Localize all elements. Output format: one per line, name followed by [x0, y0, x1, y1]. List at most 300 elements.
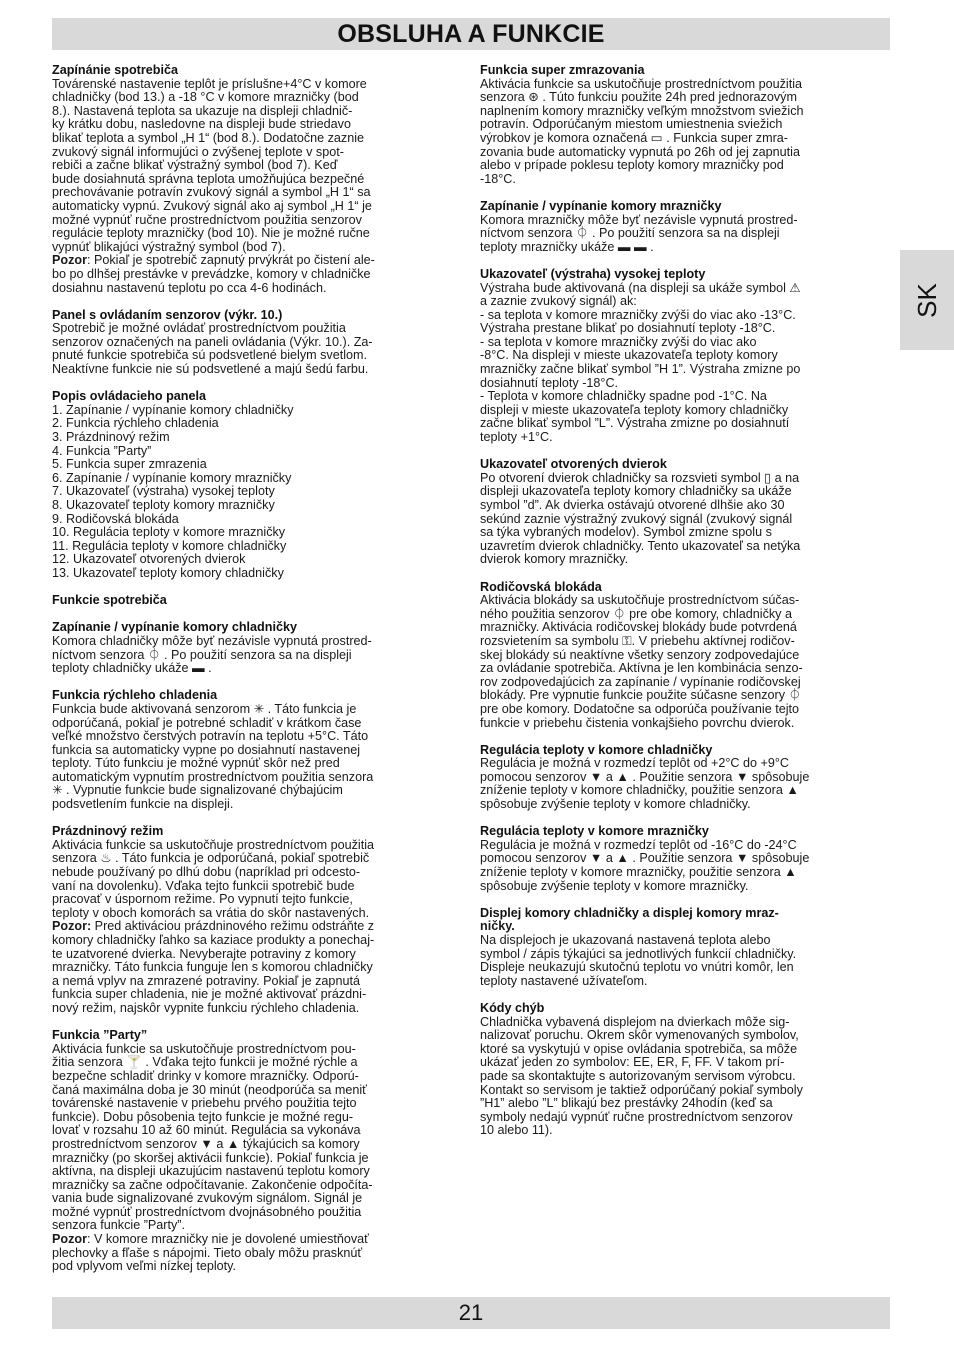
- paragraph-line: [480, 513, 890, 527]
- line-text: vaní na dovolenku). Vďaka tejto funkcii spotrebič bude: [52, 878, 355, 893]
- line-text: pnuté funkcie spotrebiča sú podsvetlené bielym svetlom.: [52, 348, 368, 363]
- line-text: -18°C.: [480, 171, 516, 186]
- paragraph-line: [480, 78, 890, 92]
- paragraph-line: [52, 1152, 462, 1166]
- line-text: teploty nastavené užívateľom.: [480, 973, 648, 988]
- line-text: 10. Regulácia teploty v komore mrazničky: [52, 525, 286, 540]
- line-text: ✳ . Vypnutie funkcie bude signalizované chýbajúcim: [52, 783, 343, 798]
- paragraph-line: [52, 1084, 462, 1098]
- line-text: Aktivácia blokády sa uskutočňuje prostredníctvom súčas-: [480, 593, 800, 608]
- paragraph-line: [480, 771, 890, 785]
- text-section: [480, 744, 890, 812]
- paragraph-line: [480, 431, 890, 445]
- page-title: OBSLUHA A FUNKCIE: [337, 20, 605, 48]
- paragraph-line: [480, 1070, 890, 1084]
- line-text: 8.). Nastavená teplota sa ukazuje na displeji chladnič-: [52, 103, 353, 118]
- paragraph-line: [480, 485, 890, 499]
- line-text: 3. Prázdninový režim: [52, 430, 170, 445]
- line-text: spôsobuje zvýšenie teploty v komore chladničky.: [480, 797, 751, 812]
- line-text: 11. Regulácia teploty v komore chladničky: [52, 538, 287, 553]
- paragraph-line: [480, 880, 890, 894]
- paragraph-line: [52, 1206, 462, 1220]
- paragraph-line: [52, 241, 462, 255]
- paragraph-line: [52, 186, 462, 200]
- paragraph-line: [480, 159, 890, 173]
- paragraph-line: [52, 730, 462, 744]
- section-heading: Funkcie spotrebiča: [52, 593, 167, 608]
- text-section: [52, 621, 462, 675]
- line-text: Aktivácia funkcie sa uskutočňuje prostredníctvom pou-: [52, 1041, 356, 1056]
- text-section: [52, 1029, 462, 1274]
- paragraph-line: [480, 1084, 890, 1098]
- paragraph-line: [52, 268, 462, 282]
- line-text: senzora funkcie ”Party”.: [52, 1218, 185, 1233]
- line-text: senzora ♨ . Táto funkcia je odporúčaná, pokiaľ spotrebič: [52, 851, 370, 866]
- line-text: pomocou senzorov ▼ a ▲ . Použitie senzora ▼ spôsobuje: [480, 769, 810, 784]
- line-text: naplnením komory mrazničky veľkým množstvom sviežich: [480, 103, 804, 118]
- paragraph-line: [52, 1247, 462, 1261]
- line-text: : Pokiaľ je spotrebič zapnutý prvýkrát po čistení ale-: [86, 253, 375, 268]
- line-text: Aktivácia funkcie sa uskutočňuje prostredníctvom použitia: [480, 76, 803, 91]
- paragraph-line: [52, 431, 462, 445]
- line-text: regulácie teploty mrazničky (bod 10). Nie je možné ručne: [52, 226, 370, 241]
- paragraph-line: [52, 893, 462, 907]
- line-text: dvierok komory mrazničky.: [480, 552, 629, 567]
- paragraph-line: [480, 540, 890, 554]
- line-text: symboly nedajú vypnúť ručne prostredníctvom senzorov: [480, 1109, 793, 1124]
- paragraph-line: [52, 78, 462, 92]
- line-text: pomocou senzorov ▼ a ▲ . Použitie senzora ▼ spôsobuje: [480, 851, 810, 866]
- line-text: : V komore mrazničky nie je dovolené umiestňovať: [86, 1232, 369, 1247]
- line-text: vania bude signalizované zvukovým signálom. Signál je: [52, 1191, 363, 1206]
- line-text: Spotrebič je možné ovládať prostredníctvom použitia: [52, 321, 346, 336]
- paragraph-line: [52, 472, 462, 486]
- paragraph-line: [480, 295, 890, 309]
- paragraph-line: [480, 635, 890, 649]
- paragraph-line: [52, 866, 462, 880]
- line-text: funkcie). Dobu pôsobenia tejto funkcie je možné regu-: [52, 1109, 354, 1124]
- line-text: alebo v prípade poklesu teploty komory mrazničky pod: [480, 158, 784, 173]
- line-text: displeji ukazovateľa teploty komory chladničky sa ukáže: [480, 484, 792, 499]
- paragraph-line: [480, 118, 890, 132]
- line-text: prostredníctvom senzorov ▼ a ▲ týkajúcich sa komory: [52, 1136, 360, 1151]
- paragraph-line: [480, 363, 890, 377]
- paragraph-line: [52, 118, 462, 132]
- line-text: sa týka vybraných modelov). Symbol zmizne spolu s: [480, 525, 772, 540]
- paragraph-line: [52, 757, 462, 771]
- paragraph-line: [52, 146, 462, 160]
- section-heading: Ukazovateľ otvorených dvierok: [480, 457, 667, 472]
- line-text: sekúnd zaznie výstražný zvukový signál (zvukový signál: [480, 511, 793, 526]
- line-text: možné vypnúť prostredníctvom dvojnásobného použitia: [52, 1204, 362, 1219]
- line-text: 6. Zapínanie / vypínanie komory mrazničky: [52, 470, 292, 485]
- line-text: dosiahnutí teploty -18°C.: [480, 375, 619, 390]
- paragraph-line: [52, 1124, 462, 1138]
- line-text: ného použitia senzorov ⏀ pre obe komory, chladničky a: [480, 606, 792, 621]
- line-text: Chladnička vybavená displejom na dvierkach môže sig-: [480, 1014, 790, 1029]
- line-text: a zaznie zvukový signál) ak:: [480, 294, 637, 309]
- line-text: potravín. Odporúčaným miestom umiestnenia sviežich: [480, 117, 783, 132]
- paragraph-line: [52, 1192, 462, 1206]
- line-text: te uzatvorené dvierka. Nevyberajte potraviny z komory: [52, 946, 356, 961]
- line-text: - sa teplota v komore mrazničky zvýši do viac ako -13°C.: [480, 307, 796, 322]
- line-text: rebiči a začne blikať výstražný symbol (bod 7). Keď: [52, 158, 338, 173]
- paragraph-line: [480, 91, 890, 105]
- line-text: 7. Ukazovateľ (výstraha) vysokej teploty: [52, 484, 275, 499]
- line-text: rozsvietením sa symbolu ⚿. V priebehu aktívnej rodičov-: [480, 633, 795, 648]
- paragraph-line: [52, 988, 462, 1002]
- line-text: Neaktívne funkcie nie sú podsvetlené a majú šedú farbu.: [52, 362, 369, 377]
- paragraph-line: [480, 676, 890, 690]
- section-heading: Regulácia teploty v komore chladničky: [480, 742, 713, 757]
- line-text: 5. Funkcia super zmrazenia: [52, 457, 207, 472]
- line-text: senzorov označených na paneli ovládania (Výkr. 10.). Za-: [52, 334, 373, 349]
- paragraph-line: [480, 132, 890, 146]
- paragraph-line: [52, 499, 462, 513]
- paragraph-line: [480, 784, 890, 798]
- paragraph-line: [52, 458, 462, 472]
- paragraph-line: [480, 621, 890, 635]
- text-section: [52, 825, 462, 1015]
- paragraph-line: [52, 1233, 462, 1247]
- paragraph-line: [480, 1016, 890, 1030]
- section-heading: Ukazovateľ (výstraha) vysokej teploty: [480, 266, 706, 281]
- paragraph-line: [52, 336, 462, 350]
- line-text: automaticky vypnú. Zvukový signál ako aj symbol „H 1“ je: [52, 198, 372, 213]
- line-text: ukázať jeden zo symbolov: EE, ER, F, FF. V takom prí-: [480, 1055, 785, 1070]
- paragraph-line: [480, 377, 890, 391]
- paragraph-line: [52, 404, 462, 418]
- line-text: Komora mrazničky môže byť nezávisle vypnutá prostred-: [480, 212, 798, 227]
- paragraph-line: [52, 227, 462, 241]
- paragraph-line: [480, 1111, 890, 1125]
- bold-lead: Pozor:: [52, 919, 92, 934]
- line-text: níctvom senzora ⏀ . Po použití senzora sa na displeji: [480, 226, 780, 241]
- line-text: mrazničky začne blikať symbol ”H 1”. Výstraha zmizne po: [480, 362, 801, 377]
- paragraph-line: [52, 1097, 462, 1111]
- paragraph-line: [480, 417, 890, 431]
- bold-lead: Pozor: [52, 253, 87, 268]
- line-text: nový režim, najskôr vypnite funkciu rýchleho chladenia.: [52, 1000, 360, 1015]
- line-text: prechovávanie potravín zvukový signál a symbol „H 1“ sa: [52, 185, 371, 200]
- section-heading: Zapínanie / vypínanie komory mrazničky: [480, 198, 722, 213]
- line-text: Pred aktiváciou prázdninového režimu odstráňte z: [91, 919, 374, 934]
- paragraph-line: [52, 1179, 462, 1193]
- text-section: [480, 825, 890, 893]
- line-text: dosiahnu nastavenú teplotu po cca 4-6 hodinách.: [52, 280, 327, 295]
- paragraph-line: [480, 390, 890, 404]
- line-text: 2. Funkcia rýchleho chladenia: [52, 416, 219, 431]
- paragraph-line: [480, 649, 890, 663]
- section-heading: Popis ovládacieho panela: [52, 389, 206, 404]
- text-section: [480, 64, 890, 186]
- text-section: [480, 581, 890, 731]
- line-text: teploty chladničky ukáže ▬ .: [52, 661, 212, 676]
- section-heading: Zapínanie / vypínanie komory chladničky: [52, 620, 297, 635]
- paragraph-line: [52, 214, 462, 228]
- paragraph-line: [52, 553, 462, 567]
- paragraph-line: [480, 282, 890, 296]
- line-text: vypnúť blikajúci výstražný symbol (bod 7).: [52, 239, 286, 254]
- line-text: ”H1” alebo ”L” blikajú bez prestávky 24hodín (keď sa: [480, 1096, 773, 1111]
- paragraph-line: [52, 254, 462, 268]
- paragraph-line: [52, 105, 462, 119]
- line-text: 4. Funkcia ”Party”: [52, 443, 152, 458]
- line-text: pade sa skontaktujte s autorizovaným servisom výrobcu.: [480, 1068, 796, 1083]
- paragraph-line: [480, 472, 890, 486]
- text-section: [480, 458, 890, 567]
- bold-lead: Pozor: [52, 1232, 87, 1247]
- paragraph-line: [480, 499, 890, 513]
- line-text: Kontakt so servisom je taktiež odporúčaný pokiaľ symboly: [480, 1082, 803, 1097]
- paragraph-line: [52, 771, 462, 785]
- paragraph-line: [480, 961, 890, 975]
- paragraph-line: [52, 513, 462, 527]
- line-text: 9. Rodičovská blokáda: [52, 511, 179, 526]
- text-section: [52, 594, 462, 608]
- paragraph-line: [52, 485, 462, 499]
- paragraph-line: [52, 1056, 462, 1070]
- paragraph-line: [52, 920, 462, 934]
- section-heading: Displej komory chladničky a displej komory mraz-: [480, 905, 779, 920]
- paragraph-line: [52, 282, 462, 296]
- line-text: rov zodpovedajúcich za zapínanie / vypínanie rodičovskej: [480, 674, 801, 689]
- line-text: teploty +1°C.: [480, 430, 553, 445]
- line-text: -8°C. Na displeji v mieste ukazovateľa teploty komory: [480, 348, 778, 363]
- paragraph-line: [480, 689, 890, 703]
- paragraph-line: [480, 839, 890, 853]
- line-text: pre obe komory. Dodatočne sa odporúča používanie tejto: [480, 701, 800, 716]
- section-heading: Rodičovská blokáda: [480, 579, 602, 594]
- text-section: [480, 268, 890, 445]
- paragraph-line: [52, 173, 462, 187]
- text-section: [52, 309, 462, 377]
- line-text: skej blokády sú neaktívne všetky senzory zodpovedajúce: [480, 647, 800, 662]
- paragraph-line: [52, 200, 462, 214]
- paragraph-line: [52, 839, 462, 853]
- paragraph-line: [480, 594, 890, 608]
- section-heading: Funkcia rýchleho chladenia: [52, 688, 218, 703]
- line-text: ktoré sa vyskytujú v opise ovládania spotrebiča, sa môže: [480, 1041, 798, 1056]
- paragraph-line: [52, 1070, 462, 1084]
- line-text: podsvetlením funkcie na displeji.: [52, 797, 234, 812]
- line-text: funkcia sa automaticky vypne po dosiahnutí nastavenej: [52, 742, 361, 757]
- line-text: 13. Ukazovateľ teploty komory chladničky: [52, 565, 284, 580]
- paragraph-line: [52, 1219, 462, 1233]
- line-text: blikať teplota a symbol „H 1“ (bod 8.). Dodatočne zaznie: [52, 130, 365, 145]
- text-section: [52, 689, 462, 811]
- line-text: funkcie v priebehu čistenia vonkajšieho povrchu dvierok.: [480, 715, 795, 730]
- line-text: spôsobuje zvýšenie teploty v komore mrazničky.: [480, 878, 749, 893]
- paragraph-line: [52, 1111, 462, 1125]
- paragraph-line: [52, 703, 462, 717]
- paragraph-line: [480, 1124, 890, 1138]
- line-text: a nemá vplyv na zmrazené potraviny. Pokiaľ je zapnutá: [52, 973, 360, 988]
- paragraph-line: [52, 907, 462, 921]
- line-text: továrenské nastavenie v priebehu prvého použitia tejto: [52, 1096, 357, 1111]
- line-text: Aktivácia funkcie sa uskutočňuje prostredníctvom použitia: [52, 837, 375, 852]
- paragraph-line: [52, 798, 462, 812]
- line-text: Regulácia je možná v rozmedzí teplôt od -16°C do -24°C: [480, 837, 797, 852]
- section-heading: Funkcia ”Party”: [52, 1028, 148, 1043]
- right-column: [480, 64, 890, 1152]
- line-text: níctvom senzora ⏀ . Po použití senzora sa na displeji: [52, 647, 352, 662]
- language-tab: [900, 250, 954, 350]
- paragraph-line: [52, 417, 462, 431]
- line-text: nebude používaný po dlhú dobu (napríklad pri odcesto-: [52, 865, 361, 880]
- line-text: čaná maximálna doba je 30 minút (neodporúča sa meniť: [52, 1082, 367, 1097]
- line-text: veľké množstvo čerstvých potravín na teplotu +5°C. Táto: [52, 729, 369, 744]
- paragraph-line: [52, 526, 462, 540]
- header-bar: [52, 18, 890, 50]
- paragraph-line: [480, 703, 890, 717]
- paragraph-line: [480, 866, 890, 880]
- paragraph-line: [480, 920, 890, 934]
- paragraph-line: [480, 227, 890, 241]
- line-text: začne blikať symbol ”L”. Výstraha zmizne po dosiahnutí: [480, 416, 790, 431]
- paragraph-line: [52, 784, 462, 798]
- paragraph-line: [480, 934, 890, 948]
- paragraph-line: [480, 948, 890, 962]
- line-text: Na displejoch je ukazovaná nastavená teplota alebo: [480, 933, 771, 947]
- line-text: bezpečne schladiť drinky v komore mrazničky. Odporú-: [52, 1068, 359, 1083]
- paragraph-line: [52, 717, 462, 731]
- line-text: blokády. Pre vypnutie funkcie použite súčasne senzory ⏀: [480, 688, 802, 703]
- line-text: výrobkov je komora označená ▭ . Funkcia super zmra-: [480, 130, 788, 145]
- line-text: ky krátku dobu, nasledovne na displeji bude striedavo: [52, 117, 351, 132]
- paragraph-line: [52, 635, 462, 649]
- text-section: [480, 1002, 890, 1138]
- paragraph-line: [480, 1029, 890, 1043]
- section-heading: Kódy chýb: [480, 1000, 545, 1015]
- line-text: teploty v oboch komorách sa vrátia do skôr nastavených.: [52, 905, 370, 920]
- paragraph-line: [480, 105, 890, 119]
- line-text: Regulácia je možná v rozmedzí teplôt od +2°C do +9°C: [480, 756, 789, 771]
- paragraph-line: [480, 336, 890, 350]
- section-heading: Panel s ovládaním senzorov (výkr. 10.): [52, 307, 283, 322]
- paragraph-line: [52, 662, 462, 676]
- paragraph-line: [52, 649, 462, 663]
- line-text: 12. Ukazovateľ otvorených dvierok: [52, 552, 246, 567]
- paragraph-line: [480, 404, 890, 418]
- section-heading: Zapínánie spotrebiča: [52, 63, 178, 77]
- paragraph-line: [52, 744, 462, 758]
- paragraph-line: [480, 852, 890, 866]
- line-text: zvukový signál informujúci o zvýšenej teplote v spot-: [52, 144, 344, 159]
- paragraph-line: [480, 553, 890, 567]
- line-text: možné vypnúť ručne prostredníctvom použitia senzorov: [52, 212, 362, 227]
- language-tab-label: SK: [911, 282, 942, 318]
- line-text: bude dosiahnutá správna teplota umožňujúca bezpečné: [52, 171, 365, 186]
- line-text: - Teplota v komore chladničky spadne pod -1°C. Na: [480, 389, 767, 404]
- line-text: pod vplyvom veľmi nízkej teploty.: [52, 1259, 237, 1274]
- line-text: Výstraha prestane blikať po dosiahnutí teploty -18°C.: [480, 321, 776, 336]
- paragraph-line: [480, 173, 890, 187]
- line-text: symbol / zápis týkajúci sa jednotlivých funkcií chladničky.: [480, 946, 797, 961]
- line-text: Displeje neukazujú skutočnú teplotu vo vnútri komôr, len: [480, 960, 794, 975]
- paragraph-line: [52, 1138, 462, 1152]
- paragraph-line: [52, 540, 462, 554]
- text-section: [52, 64, 462, 295]
- line-text: aktívna, na displeji ukazujúcim nastavenú teplotu komory: [52, 1164, 370, 1179]
- line-text: žitia senzora 🍸 . Vďaka tejto funkcii je možné rýchle a: [52, 1055, 358, 1070]
- line-text: mrazničky (po skoršej aktivácii funkcie). Pokiaľ funkcia je: [52, 1150, 369, 1165]
- paragraph-line: [52, 363, 462, 377]
- section-heading: Funkcia super zmrazovania: [480, 63, 645, 77]
- paragraph-line: [52, 567, 462, 581]
- paragraph-line: [52, 1002, 462, 1016]
- line-text: zníženie teploty v komore mrazničky, použitie senzora ▲: [480, 865, 797, 880]
- paragraph-line: [480, 975, 890, 989]
- line-text: Výstraha bude aktivovaná (na displeji sa ukáže symbol ⚠: [480, 280, 801, 295]
- line-text: za ovládanie spotrebiča. Aktívna je len kombinácia senzo-: [480, 661, 803, 676]
- paragraph-line: [480, 526, 890, 540]
- paragraph-line: [480, 322, 890, 336]
- page-number: 21: [458, 1300, 484, 1325]
- paragraph-line: [52, 445, 462, 459]
- left-column: [52, 64, 462, 1287]
- paragraph-line: [480, 1097, 890, 1111]
- line-text: teploty mrazničky ukáže ▬ ▬ .: [480, 239, 654, 254]
- paragraph-line: [480, 1043, 890, 1057]
- paragraph-line: [52, 880, 462, 894]
- line-text: lovať v rozsahu 10 až 60 minút. Regulácia sa vykonáva: [52, 1123, 361, 1138]
- line-text: zovania bude automaticky vypnutá po 26h od jej zapnutia: [480, 144, 800, 159]
- line-text: funkcia super chladenia, nie je možné aktivovať prázdni-: [52, 987, 367, 1002]
- line-text: plechovky a fľaše s nápojmi. Tieto obaly môžu prasknúť: [52, 1245, 363, 1260]
- paragraph-line: [52, 1260, 462, 1274]
- line-text: bo po dlhšej prestávke v prevádzke, komory v chladničke: [52, 266, 371, 281]
- paragraph-line: [52, 852, 462, 866]
- paragraph-line: [52, 975, 462, 989]
- line-text: 1. Zapínanie / vypínanie komory chladničky: [52, 402, 294, 417]
- line-text: Po otvorení dvierok chladničky sa rozsvieti symbol ▯ a na: [480, 470, 800, 485]
- text-section: [480, 200, 890, 254]
- line-text: teploty. Túto funkciu je možné vypnúť skôr než pred: [52, 756, 340, 771]
- paragraph-line: [480, 309, 890, 323]
- paragraph-line: [480, 146, 890, 160]
- line-text: pracovať v úspornom režime. Po vypnutí tejto funkcie,: [52, 892, 353, 907]
- line-text: mrazničky. Táto funkcia funguje len s komorou chladničky: [52, 960, 373, 975]
- line-text: Funkcia bude aktivovaná senzorom ✳ . Táto funkcia je: [52, 701, 357, 716]
- paragraph-line: [52, 349, 462, 363]
- paragraph-line: [480, 757, 890, 771]
- paragraph-line: [52, 948, 462, 962]
- text-section: [480, 907, 890, 989]
- paragraph-line: [480, 1056, 890, 1070]
- paragraph-line: [52, 322, 462, 336]
- paragraph-line: [480, 717, 890, 731]
- footer-bar: [52, 1297, 890, 1329]
- text-section: [52, 390, 462, 580]
- paragraph-line: [480, 662, 890, 676]
- paragraph-line: [52, 132, 462, 146]
- line-text: symbol ”d”. Ak dvierka ostávajú otvorené dlhšie ako 30: [480, 498, 785, 512]
- paragraph-line: [52, 961, 462, 975]
- paragraph-line: [52, 91, 462, 105]
- line-text: - sa teplota v komore mrazničky zvýši do viac ako: [480, 334, 757, 349]
- paragraph-line: [480, 608, 890, 622]
- line-text: odporúčaná, pokiaľ je potrebné schladiť v krátkom čase: [52, 715, 362, 730]
- line-text: 10 alebo 11).: [480, 1123, 553, 1138]
- line-text: mrazničky sa začne odpočítavanie. Zakončenie odpočíta-: [52, 1177, 373, 1192]
- bold-lead: ničky.: [480, 919, 515, 934]
- paragraph-line: [480, 214, 890, 228]
- section-heading: Regulácia teploty v komore mrazničky: [480, 824, 709, 839]
- line-text: komory chladničky ľahko sa kaziace produkty a ponechaj-: [52, 933, 375, 947]
- paragraph-line: [52, 159, 462, 173]
- line-text: zníženie teploty v komore chladničky, použitie senzora ▲: [480, 783, 799, 798]
